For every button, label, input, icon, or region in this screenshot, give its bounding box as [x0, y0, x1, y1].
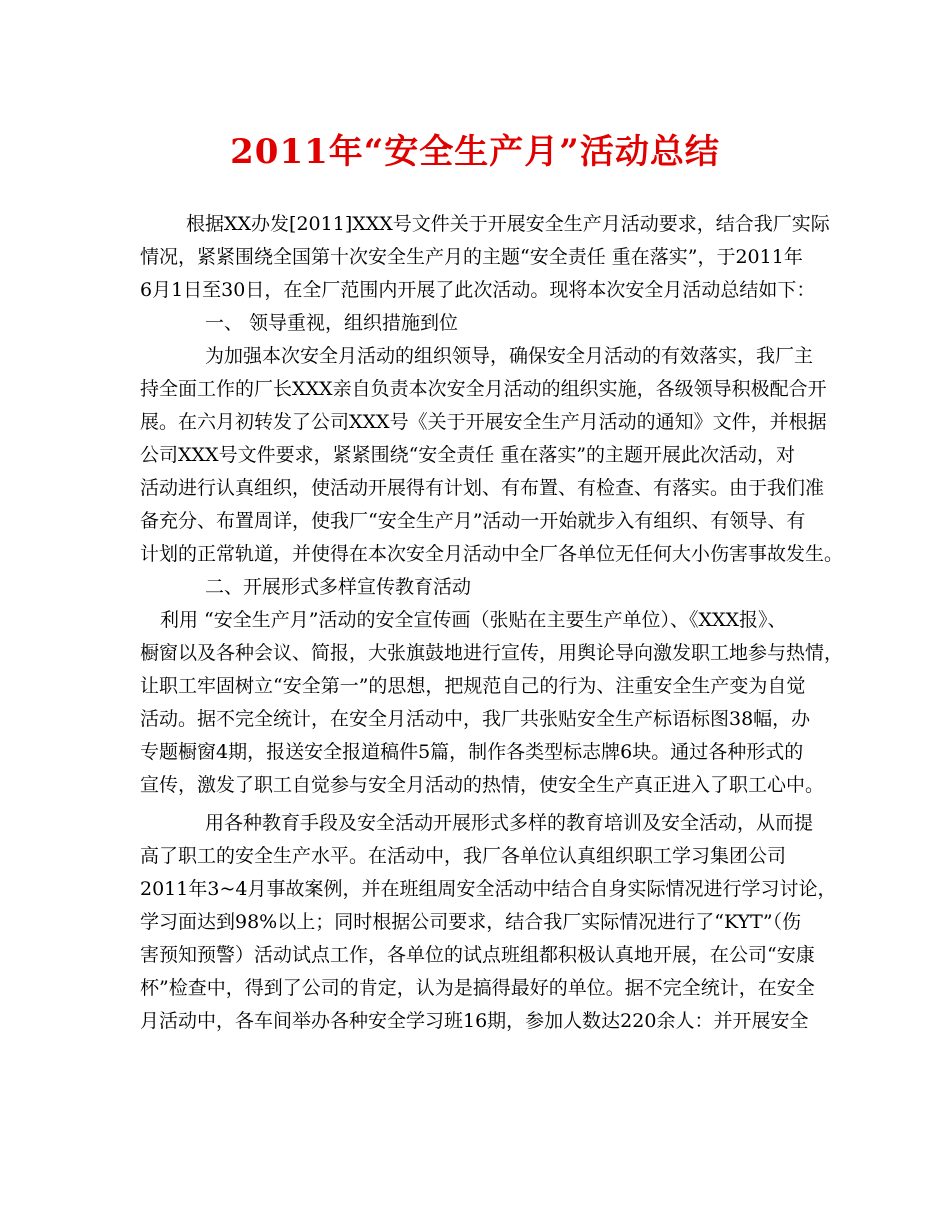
paragraph-line: 专题橱窗4期，报送安全报道稿件5篇，制作各类型标志牌6块。通过各种形式的 [140, 741, 804, 763]
paragraph-line: 活动进行认真组织，使活动开展得有计划、有布置、有检查、有落实。由于我们准 [140, 477, 825, 499]
paragraph-line: 用各种教育手段及安全活动开展形式多样的教育培训及安全活动，从而提 [205, 812, 814, 834]
paragraph-line: 2011年3~4月事故案例，并在班组周安全活动中结合自身实际情况进行学习讨论， [140, 878, 837, 900]
paragraph-line: 备充分、布置周详，使我厂“安全生产月”活动一开始就步入有组织、有领导、有 [140, 510, 806, 532]
paragraph-line: 学习面达到98%以上；同时根据公司要求，结合我厂实际情况进行了“KYT”（伤 [140, 911, 802, 933]
paragraph-line: 为加强本次安全月活动的组织领导，确保安全月活动的有效落实，我厂主 [205, 345, 814, 367]
paragraph-line: 宣传，激发了职工自觉参与安全月活动的热情，使安全生产真正进入了职工心中。 [140, 774, 825, 796]
paragraph-line: 情况，紧紧围绕全国第十次安全生产月的主题“安全责任 重在落实”，于2011年 [140, 246, 803, 268]
paragraph-line: 让职工牢固树立“安全第一”的思想，把规范自己的行为、注重安全生产变为自觉 [140, 675, 806, 697]
paragraph-line: 6月1日至30日，在全厂范围内开展了此次活动。现将本次安全月活动总结如下： [140, 279, 816, 301]
section-heading: 一、 领导重视，组织措施到位 [205, 312, 459, 334]
paragraph-line: 展。在六月初转发了公司XXX号《关于开展安全生产月活动的通知》文件，并根据 [140, 411, 827, 433]
paragraph-line: 橱窗以及各种会议、简报，大张旗鼓地进行宣传，用舆论导向激发职工地参与热情， [140, 642, 844, 664]
paragraph-line: 利用 “安全生产月”活动的安全宣传画（张贴在主要生产单位）、《XXX报》、 [160, 609, 787, 631]
paragraph-line: 高了职工的安全生产水平。在活动中，我厂各单位认真组织职工学习集团公司 [140, 845, 787, 867]
document-title: 2011年“安全生产月”活动总结 [230, 132, 720, 172]
section-heading: 二、开展形式多样宣传教育活动 [205, 576, 472, 598]
paragraph-line: 公司XXX号文件要求，紧紧围绕“安全责任 重在落实”的主题开展此次活动，对 [140, 444, 796, 466]
paragraph-line: 持全面工作的厂长XXX亲自负责本次安全月活动的组织实施，各级领导积极配合开 [140, 378, 827, 400]
paragraph-line: 计划的正常轨道，并使得在本次安全月活动中全厂各单位无任何大小伤害事故发生。 [140, 543, 844, 565]
paragraph-line: 杯”检查中，得到了公司的肯定，认为是搞得最好的单位。据不完全统计，在安全 [140, 977, 815, 999]
paragraph-line: 根据XX办发[2011]XXX号文件关于开展安全生产月活动要求，结合我厂实际 [186, 213, 830, 235]
paragraph-line: 月活动中，各车间举办各种安全学习班16期，参加人数达220余人：并开展安全 [140, 1010, 809, 1032]
paragraph-line: 活动。据不完全统计，在安全月活动中，我厂共张贴安全生产标语标图38幅，办 [140, 708, 811, 730]
paragraph-line: 害预知预警）活动试点工作，各单位的试点班组都积极认真地开展，在公司“安康 [140, 944, 815, 966]
